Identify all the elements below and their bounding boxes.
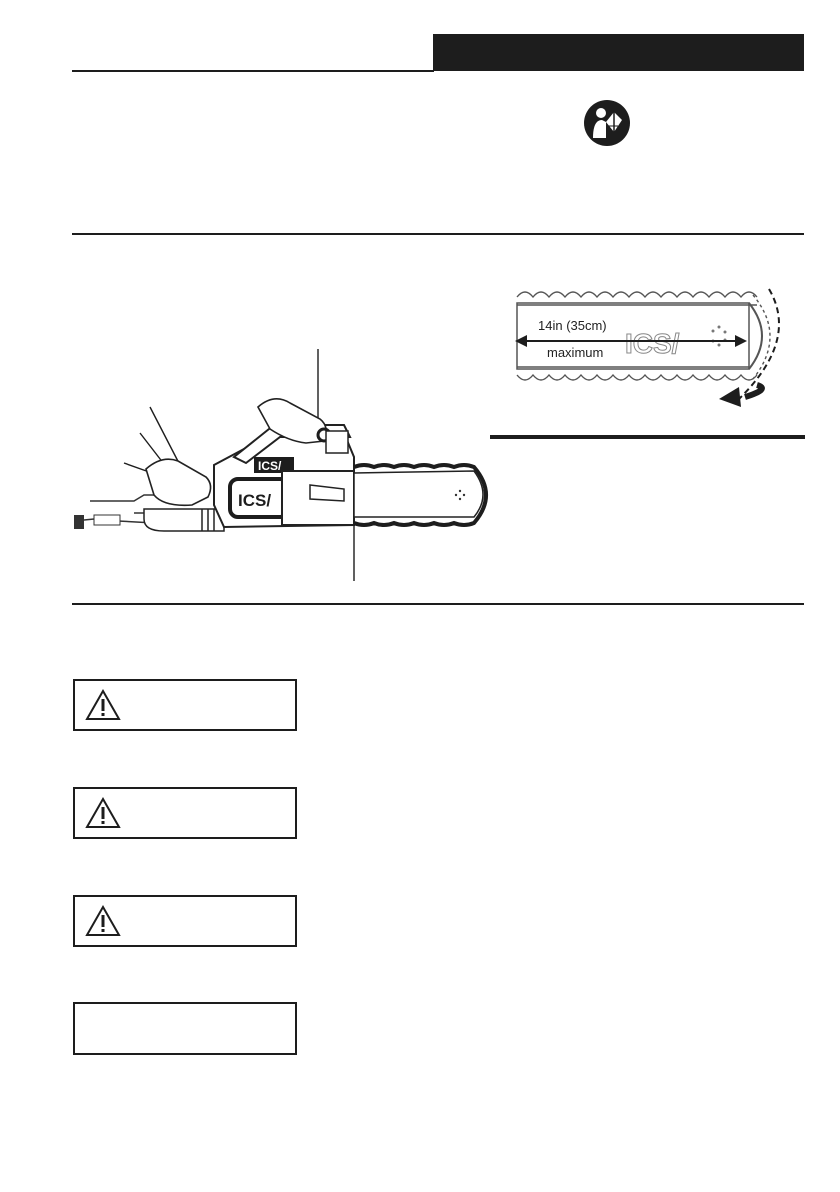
warning-triangle-icon — [85, 905, 121, 937]
warning-triangle-icon — [85, 797, 121, 829]
read-manual-icon — [584, 100, 630, 146]
rear-hand — [146, 459, 211, 505]
rear-handle — [144, 509, 224, 531]
section-divider-1 — [72, 233, 804, 235]
warning-box-2 — [73, 787, 297, 839]
notice-box — [73, 1002, 297, 1055]
warning-box-3 — [73, 895, 297, 947]
saw-logo-text-small: ICS/ — [258, 459, 282, 473]
saw-logo-text: ICS/ — [238, 491, 272, 510]
chain-length-label: 14in (35cm) — [538, 318, 607, 333]
chain-maximum-label: maximum — [547, 345, 604, 360]
section-divider-2 — [72, 603, 804, 605]
chain-logo-text: ICS/ — [625, 328, 680, 359]
hose-fitting — [94, 515, 120, 525]
chainsaw-operation-figure — [74, 345, 494, 585]
hose-coupler — [74, 515, 84, 529]
chain-length-figure — [513, 285, 793, 411]
warning-box-1 — [73, 679, 297, 731]
figure-rule — [490, 435, 805, 439]
top-rule — [72, 70, 434, 72]
section-header-bar — [433, 34, 804, 71]
warning-triangle-icon — [85, 689, 121, 721]
